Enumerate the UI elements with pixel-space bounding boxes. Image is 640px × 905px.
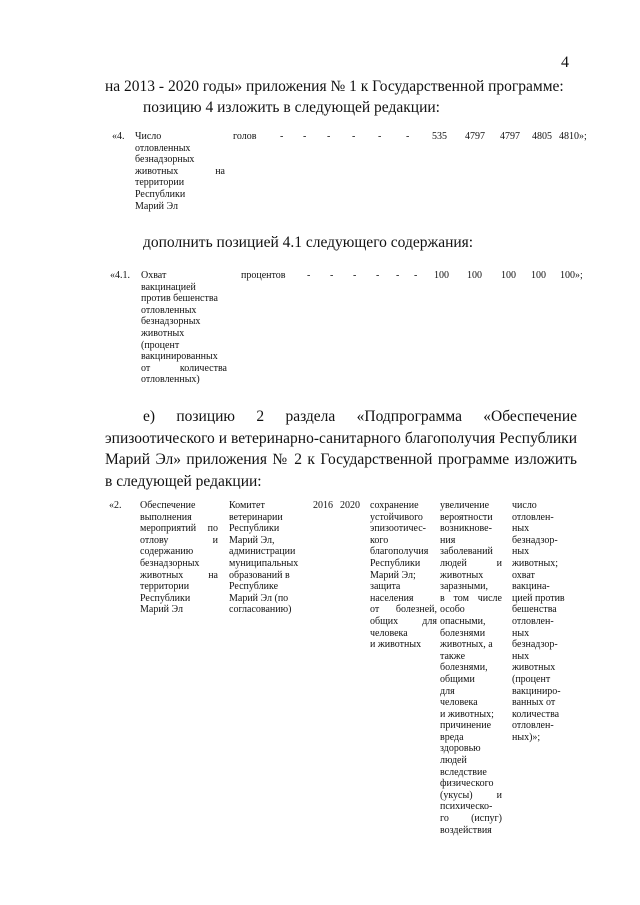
row2-result-line: и животных: [370, 639, 422, 651]
row2-consequence-line: заболеваний: [440, 546, 493, 558]
row4-value: 4810»;: [559, 131, 587, 142]
row41-dash: -: [396, 270, 400, 281]
row2-indicator-line: ных: [512, 650, 530, 662]
row4-dash: -: [280, 131, 284, 142]
row2-indicator-line: число: [512, 500, 537, 511]
row4-indicator-name: [135, 131, 225, 212]
row2-consequence-line: психическо-: [440, 801, 493, 813]
row41-dash: -: [353, 270, 357, 281]
row2-indicators: [512, 500, 572, 743]
row2-executor-line: Комитет: [229, 500, 265, 511]
row2-consequence-line: причинение: [440, 720, 492, 732]
row41-value: 100: [531, 270, 546, 281]
row2-indicator-line: животных: [512, 662, 556, 674]
row2-activity-line: выполнения: [140, 511, 192, 523]
row2-executor-line: Марий Эл (по: [229, 592, 289, 604]
row2-consequence-line: возникнове-: [440, 523, 492, 535]
row41-value: 100: [434, 270, 449, 281]
row41-name-line: против бешенства: [141, 293, 218, 305]
row2-indicator-line: безнадзор-: [512, 639, 558, 651]
row4-name-line: безнадзорных: [135, 154, 195, 166]
row41-name-line: отловленных): [141, 374, 200, 386]
row4-value: 4805: [532, 131, 552, 142]
row41-value: 100»;: [560, 270, 583, 281]
row2-indicator-line: охват: [512, 569, 535, 581]
row4-name-line: Республики: [135, 188, 186, 200]
add-position-heading: дополнить позицией 4.1 следующего содержания:: [143, 234, 474, 251]
row2-executor-line: муниципальных: [229, 557, 299, 569]
row2-consequences: [440, 500, 502, 836]
row2-result-line: человека: [370, 627, 408, 639]
row2-activity-line: Республики: [140, 592, 191, 604]
row2-consequence-line: для: [440, 685, 455, 697]
row2-activity-line: животных на: [140, 569, 218, 581]
row41-indicator-name: [141, 270, 227, 386]
row2-indicator-line: количества: [512, 708, 560, 720]
row41-dash: -: [376, 270, 380, 281]
row2-indicator-line: ных: [512, 546, 530, 558]
row2-activity-line: Марий Эл: [140, 604, 183, 616]
row2-executor-line: Республике: [229, 581, 279, 593]
row2-activity-line: мероприятий по: [140, 523, 218, 535]
row2-executor: [229, 500, 309, 616]
row41-dash: -: [414, 270, 418, 281]
row2-consequence-line: человека: [440, 697, 478, 709]
row4-name-line: Марий Эл: [135, 200, 178, 212]
paragraph-e: [105, 406, 577, 492]
row2-indicator-line: цией против: [512, 592, 565, 604]
row2-activity-line: отлову и: [140, 534, 218, 546]
row2-consequence-line: ния: [440, 534, 456, 546]
row2-consequence-line: заразными,: [440, 581, 489, 593]
row2-indicator-line: отловлен-: [512, 511, 554, 523]
intro-line-1: на 2013 - 2020 годы» приложения № 1 к Государственной программе:: [105, 78, 564, 95]
row41-dash: -: [307, 270, 311, 281]
row4-dash: -: [406, 131, 410, 142]
row2-consequence-line: увеличение: [440, 500, 490, 511]
row2-activity-line: безнадзорных: [140, 557, 200, 569]
row4-unit: голов: [233, 131, 257, 142]
row41-name-line: Охват: [141, 270, 167, 281]
row41-unit: процентов: [241, 270, 286, 281]
row2-consequence-line: го (испуг): [440, 813, 502, 825]
row2-consequence-line: опасными,: [440, 615, 486, 627]
row2-consequence-line: и животных;: [440, 708, 494, 720]
row2-indicator-line: животных;: [512, 557, 559, 569]
row2-result-line: кого: [370, 534, 389, 546]
row2-indicator-line: ных)»;: [512, 731, 541, 743]
row2-result-line: благополучия: [370, 546, 429, 558]
row2-result-line: эпизоотичес-: [370, 523, 426, 535]
row2-consequence-line: болезнями: [440, 627, 486, 639]
row41-name-line: вакцинированных: [141, 351, 218, 363]
row41-name-line: отловленных: [141, 304, 197, 316]
row4-name-line: Число: [135, 131, 162, 142]
row2-number: «2.: [109, 500, 122, 511]
row2-consequence-line: физического: [440, 778, 494, 790]
row2-indicator-line: ванных от: [512, 697, 556, 709]
row2-consequence-line: также: [440, 650, 466, 662]
row2-consequence-line: особо: [440, 604, 465, 616]
row2-indicator-line: отловлен-: [512, 720, 554, 732]
row4-number: «4.: [112, 131, 125, 142]
row2-consequence-line: болезнями,: [440, 662, 488, 674]
row41-name-line: безнадзорных: [141, 316, 201, 328]
row2-indicator-line: (процент: [512, 673, 551, 685]
row4-dash: -: [303, 131, 307, 142]
row2-executor-line: согласованию): [229, 604, 292, 616]
row2-indicator-line: отловлен-: [512, 615, 554, 627]
row2-result-line: от болезней,: [370, 604, 437, 616]
row2-result-line: общих для: [370, 615, 437, 627]
row2-consequence-line: вреда: [440, 731, 464, 743]
row2-indicator-line: вакцина-: [512, 581, 550, 593]
row2-consequence-line: животных: [440, 569, 484, 581]
row4-value: 4797: [465, 131, 485, 142]
paragraph-e-line: Марий Эл» приложения № 2 к Государственной программе изложить: [105, 451, 577, 468]
paragraph-e-line: в следующей редакции:: [105, 472, 262, 490]
row41-number: «4.1.: [110, 270, 130, 281]
row4-dash: -: [327, 131, 331, 142]
row2-indicator-line: ных: [512, 523, 530, 535]
row41-name-line: животных: [141, 327, 185, 339]
row2-result-line: Марий Эл;: [370, 569, 416, 581]
row2-year-end: 2020: [340, 500, 360, 511]
paragraph-e-line: эпизоотического и ветеринарно-санитарного благополучия Республики: [105, 429, 577, 447]
row2-activity-line: содержанию: [140, 546, 194, 558]
row2-indicator-line: вакциниро-: [512, 685, 561, 697]
intro-line-2: позицию 4 изложить в следующей редакции:: [143, 99, 440, 116]
row4-dash: -: [352, 131, 356, 142]
row2-consequence-line: (укусы) и: [440, 789, 502, 801]
row2-consequence-line: воздействия: [440, 824, 492, 836]
row2-result-line: Республики: [370, 557, 421, 569]
row4-name-line: отловленных: [135, 142, 191, 154]
row2-result-line: сохранение: [370, 500, 419, 511]
row2-activity-line: территории: [140, 581, 190, 593]
row2-executor-line: администрации: [229, 546, 296, 558]
row4-value: 4797: [500, 131, 520, 142]
row2-executor-line: ветеринарии: [229, 511, 283, 523]
row41-value: 100: [467, 270, 482, 281]
row2-consequence-line: в том числе: [440, 592, 502, 604]
row2-indicator-line: ных: [512, 627, 530, 639]
row4-value: 535: [432, 131, 447, 142]
row4-name-line: животных на: [135, 165, 225, 177]
row2-indicator-line: бешенства: [512, 604, 557, 616]
row2-year-start: 2016: [313, 500, 333, 511]
row4-dash: -: [378, 131, 382, 142]
row2-consequence-line: общими: [440, 673, 475, 685]
row2-expected-result: [370, 500, 437, 651]
row2-consequence-line: вероятности: [440, 511, 493, 523]
row41-name-line: вакцинацией: [141, 281, 196, 293]
row2-executor-line: Марий Эл,: [229, 534, 275, 546]
row2-result-line: населения: [370, 592, 414, 604]
row41-value: 100: [501, 270, 516, 281]
row2-result-line: устойчивого: [370, 511, 423, 523]
row2-activity-line: Обеспечение: [140, 500, 196, 511]
row4-name-line: территории: [135, 177, 185, 189]
row2-executor-line: Республики: [229, 523, 280, 535]
row2-consequence-line: вследствие: [440, 766, 487, 778]
row2-indicator-line: безнадзор-: [512, 534, 558, 546]
page-number: 4: [561, 54, 569, 71]
row2-consequence-line: людей: [440, 755, 467, 767]
row2-consequence-line: людей и: [440, 557, 502, 569]
row2-consequence-line: здоровью: [440, 743, 481, 755]
row2-result-line: защита: [370, 581, 401, 593]
row2-consequence-line: животных, а: [440, 639, 493, 651]
row41-name-line: (процент: [141, 339, 180, 351]
row41-name-line: от количества: [141, 362, 227, 374]
row41-dash: -: [330, 270, 334, 281]
row2-executor-line: образований в: [229, 569, 290, 581]
paragraph-e-line: е) позицию 2 раздела «Подпрограмма «Обеспечение: [143, 408, 577, 425]
row2-activity: [140, 500, 218, 616]
